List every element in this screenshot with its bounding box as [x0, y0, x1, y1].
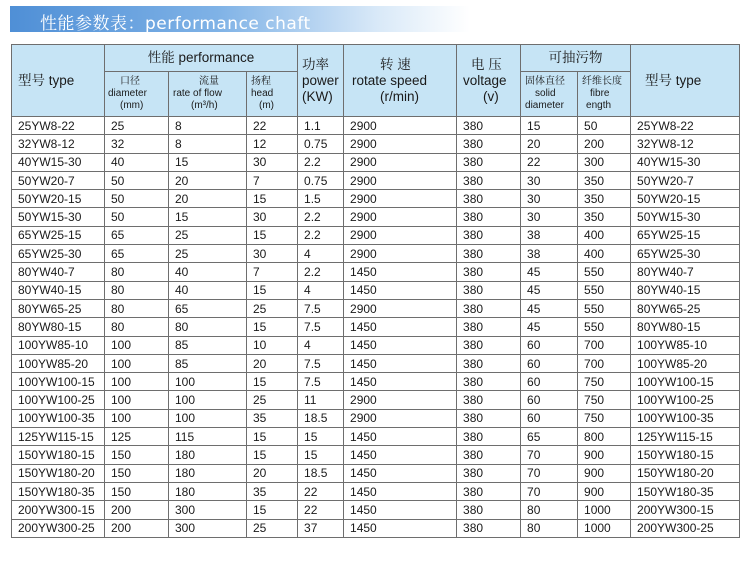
- cell-speed: 2900: [344, 117, 457, 135]
- cell-head: 15: [247, 281, 298, 299]
- cell-speed: 1450: [344, 336, 457, 354]
- cell-power: 2.2: [298, 263, 344, 281]
- cell-head: 30: [247, 208, 298, 226]
- cell-model-right: 80YW65-25: [631, 299, 740, 317]
- cell-solid-diameter: 70: [521, 482, 578, 500]
- cell-solid-diameter: 30: [521, 190, 578, 208]
- table-row: [12, 373, 740, 391]
- cell-solid-diameter: 60: [521, 409, 578, 427]
- cell-model: 80YW40-7: [12, 263, 105, 281]
- cell-fibre-length: 400: [578, 245, 631, 263]
- cell-flow: 15: [169, 208, 247, 226]
- cell-model-right: 100YW100-25: [631, 391, 740, 409]
- cell-power: 22: [298, 482, 344, 500]
- cell-model: 80YW40-15: [12, 281, 105, 299]
- table-row: [12, 464, 740, 482]
- title-banner: [10, 6, 470, 32]
- cell-head: 15: [247, 190, 298, 208]
- cell-voltage: 380: [457, 336, 521, 354]
- cell-voltage: 380: [457, 464, 521, 482]
- cell-fibre-length: 900: [578, 446, 631, 464]
- cell-voltage: 380: [457, 153, 521, 171]
- cell-voltage: 380: [457, 373, 521, 391]
- cell-speed: 2900: [344, 299, 457, 317]
- cell-solid-diameter: 30: [521, 171, 578, 189]
- cell-fibre-length: 700: [578, 336, 631, 354]
- cell-speed: 1450: [344, 263, 457, 281]
- cell-model: 125YW115-15: [12, 428, 105, 446]
- cell-speed: 2900: [344, 226, 457, 244]
- cell-model-right: 50YW20-7: [631, 171, 740, 189]
- cell-fibre-length: 750: [578, 373, 631, 391]
- header-solid-diameter: 固体直径 solid diameter: [521, 72, 578, 117]
- cell-model-right: 200YW300-15: [631, 501, 740, 519]
- cell-power: 2.2: [298, 226, 344, 244]
- cell-flow: 180: [169, 446, 247, 464]
- cell-model: 100YW100-25: [12, 391, 105, 409]
- cell-model-right: 25YW8-22: [631, 117, 740, 135]
- cell-head: 25: [247, 391, 298, 409]
- cell-diameter: 150: [105, 464, 169, 482]
- cell-power: 18.5: [298, 409, 344, 427]
- cell-model: 50YW20-15: [12, 190, 105, 208]
- table-row: [12, 501, 740, 519]
- cell-flow: 100: [169, 373, 247, 391]
- cell-power: 1.1: [298, 117, 344, 135]
- cell-head: 25: [247, 519, 298, 537]
- header-fibre-length: 纤维长度 fibre ength: [578, 72, 631, 117]
- cell-flow: 65: [169, 299, 247, 317]
- cell-solid-diameter: 60: [521, 336, 578, 354]
- cell-solid-diameter: 60: [521, 391, 578, 409]
- cell-voltage: 380: [457, 482, 521, 500]
- cell-head: 22: [247, 117, 298, 135]
- cell-head: 15: [247, 318, 298, 336]
- cell-voltage: 380: [457, 446, 521, 464]
- cell-model: 100YW100-35: [12, 409, 105, 427]
- banner-title: 性能参数表：performance chaft: [40, 14, 311, 34]
- cell-power: 2.2: [298, 153, 344, 171]
- cell-speed: 2900: [344, 208, 457, 226]
- cell-flow: 300: [169, 501, 247, 519]
- cell-power: 7.5: [298, 318, 344, 336]
- cell-speed: 2900: [344, 190, 457, 208]
- cell-speed: 2900: [344, 135, 457, 153]
- cell-speed: 2900: [344, 245, 457, 263]
- cell-flow: 25: [169, 226, 247, 244]
- cell-fibre-length: 1000: [578, 519, 631, 537]
- cell-voltage: 380: [457, 226, 521, 244]
- cell-diameter: 32: [105, 135, 169, 153]
- cell-voltage: 380: [457, 354, 521, 372]
- cell-voltage: 380: [457, 391, 521, 409]
- cell-model: 100YW85-20: [12, 354, 105, 372]
- header-speed: 转 速 rotate speed (r/min): [344, 45, 457, 117]
- cell-diameter: 150: [105, 446, 169, 464]
- table-row: [12, 281, 740, 299]
- cell-power: 37: [298, 519, 344, 537]
- header-pollutant: 可抽污物: [521, 45, 631, 72]
- cell-model: 80YW65-25: [12, 299, 105, 317]
- cell-model-right: 150YW180-20: [631, 464, 740, 482]
- cell-flow: 80: [169, 318, 247, 336]
- table-row: [12, 190, 740, 208]
- cell-head: 15: [247, 446, 298, 464]
- cell-model-right: 100YW100-35: [631, 409, 740, 427]
- cell-model: 65YW25-30: [12, 245, 105, 263]
- cell-model-right: 100YW85-20: [631, 354, 740, 372]
- header-head: 扬程 head (m): [247, 72, 298, 117]
- cell-speed: 1450: [344, 354, 457, 372]
- header-model-left: 型号 type: [12, 45, 105, 117]
- cell-solid-diameter: 38: [521, 226, 578, 244]
- cell-flow: 100: [169, 391, 247, 409]
- cell-power: 2.2: [298, 208, 344, 226]
- cell-solid-diameter: 60: [521, 373, 578, 391]
- cell-model: 200YW300-15: [12, 501, 105, 519]
- cell-head: 7: [247, 263, 298, 281]
- cell-power: 18.5: [298, 464, 344, 482]
- cell-voltage: 380: [457, 281, 521, 299]
- table-row: [12, 117, 740, 135]
- table-row: [12, 208, 740, 226]
- cell-solid-diameter: 45: [521, 318, 578, 336]
- cell-flow: 300: [169, 519, 247, 537]
- header-power: 功率 power (KW): [298, 45, 344, 117]
- cell-diameter: 100: [105, 391, 169, 409]
- cell-speed: 2900: [344, 409, 457, 427]
- table-row: [12, 318, 740, 336]
- cell-model: 40YW15-30: [12, 153, 105, 171]
- cell-diameter: 80: [105, 299, 169, 317]
- cell-solid-diameter: 20: [521, 135, 578, 153]
- cell-model-right: 150YW180-15: [631, 446, 740, 464]
- cell-solid-diameter: 80: [521, 501, 578, 519]
- cell-model-right: 150YW180-35: [631, 482, 740, 500]
- table-row: [12, 482, 740, 500]
- cell-fibre-length: 50: [578, 117, 631, 135]
- header-diameter: 口径 diameter (mm): [105, 72, 169, 117]
- cell-diameter: 50: [105, 208, 169, 226]
- cell-solid-diameter: 45: [521, 299, 578, 317]
- cell-power: 7.5: [298, 299, 344, 317]
- cell-model-right: 100YW100-15: [631, 373, 740, 391]
- cell-fibre-length: 1000: [578, 501, 631, 519]
- cell-model-right: 40YW15-30: [631, 153, 740, 171]
- cell-flow: 115: [169, 428, 247, 446]
- cell-head: 25: [247, 299, 298, 317]
- cell-head: 10: [247, 336, 298, 354]
- cell-flow: 40: [169, 263, 247, 281]
- cell-power: 1.5: [298, 190, 344, 208]
- table-row: [12, 519, 740, 537]
- cell-fibre-length: 800: [578, 428, 631, 446]
- cell-head: 7: [247, 171, 298, 189]
- cell-fibre-length: 550: [578, 299, 631, 317]
- cell-fibre-length: 400: [578, 226, 631, 244]
- cell-voltage: 380: [457, 171, 521, 189]
- cell-voltage: 380: [457, 318, 521, 336]
- cell-fibre-length: 350: [578, 190, 631, 208]
- cell-power: 15: [298, 428, 344, 446]
- cell-solid-diameter: 15: [521, 117, 578, 135]
- header-model-right: 型号 type: [631, 45, 740, 117]
- table-row: [12, 409, 740, 427]
- table-body: [12, 117, 740, 538]
- table-row: [12, 263, 740, 281]
- cell-diameter: 50: [105, 171, 169, 189]
- cell-model: 150YW180-20: [12, 464, 105, 482]
- cell-speed: 1450: [344, 446, 457, 464]
- table-row: [12, 245, 740, 263]
- table-row: [12, 391, 740, 409]
- cell-model: 32YW8-12: [12, 135, 105, 153]
- cell-model-right: 80YW40-15: [631, 281, 740, 299]
- cell-fibre-length: 550: [578, 263, 631, 281]
- cell-model-right: 80YW40-7: [631, 263, 740, 281]
- cell-speed: 2900: [344, 391, 457, 409]
- cell-flow: 20: [169, 171, 247, 189]
- cell-power: 7.5: [298, 354, 344, 372]
- cell-head: 15: [247, 428, 298, 446]
- cell-fibre-length: 550: [578, 318, 631, 336]
- table-row: [12, 171, 740, 189]
- table-row: [12, 446, 740, 464]
- table-row: [12, 336, 740, 354]
- cell-solid-diameter: 38: [521, 245, 578, 263]
- cell-diameter: 25: [105, 117, 169, 135]
- cell-flow: 8: [169, 135, 247, 153]
- cell-model: 150YW180-35: [12, 482, 105, 500]
- cell-power: 7.5: [298, 373, 344, 391]
- cell-voltage: 380: [457, 190, 521, 208]
- cell-speed: 1450: [344, 318, 457, 336]
- cell-flow: 40: [169, 281, 247, 299]
- cell-power: 4: [298, 245, 344, 263]
- cell-speed: 1450: [344, 281, 457, 299]
- cell-head: 20: [247, 354, 298, 372]
- cell-model-right: 50YW15-30: [631, 208, 740, 226]
- cell-diameter: 40: [105, 153, 169, 171]
- cell-voltage: 380: [457, 409, 521, 427]
- cell-diameter: 65: [105, 226, 169, 244]
- cell-power: 4: [298, 336, 344, 354]
- cell-model-right: 50YW20-15: [631, 190, 740, 208]
- cell-head: 35: [247, 409, 298, 427]
- table-row: [12, 135, 740, 153]
- cell-fibre-length: 550: [578, 281, 631, 299]
- cell-fibre-length: 350: [578, 171, 631, 189]
- cell-solid-diameter: 70: [521, 446, 578, 464]
- cell-diameter: 80: [105, 318, 169, 336]
- header-flow: 流量 rate of flow (m³/h): [169, 72, 247, 117]
- cell-head: 35: [247, 482, 298, 500]
- table-row: [12, 354, 740, 372]
- cell-voltage: 380: [457, 135, 521, 153]
- cell-power: 22: [298, 501, 344, 519]
- header-voltage: 电 压 voltage (v): [457, 45, 521, 117]
- cell-head: 30: [247, 153, 298, 171]
- cell-model-right: 65YW25-15: [631, 226, 740, 244]
- cell-solid-diameter: 60: [521, 354, 578, 372]
- cell-model: 65YW25-15: [12, 226, 105, 244]
- cell-speed: 1450: [344, 464, 457, 482]
- cell-solid-diameter: 45: [521, 263, 578, 281]
- cell-solid-diameter: 45: [521, 281, 578, 299]
- cell-flow: 15: [169, 153, 247, 171]
- cell-flow: 180: [169, 464, 247, 482]
- cell-diameter: 200: [105, 519, 169, 537]
- cell-flow: 85: [169, 354, 247, 372]
- cell-power: 0.75: [298, 135, 344, 153]
- cell-diameter: 50: [105, 190, 169, 208]
- cell-voltage: 380: [457, 428, 521, 446]
- cell-solid-diameter: 30: [521, 208, 578, 226]
- cell-diameter: 80: [105, 281, 169, 299]
- cell-head: 20: [247, 464, 298, 482]
- cell-diameter: 200: [105, 501, 169, 519]
- cell-diameter: 65: [105, 245, 169, 263]
- cell-speed: 1450: [344, 428, 457, 446]
- cell-fibre-length: 350: [578, 208, 631, 226]
- cell-diameter: 100: [105, 336, 169, 354]
- cell-fibre-length: 900: [578, 464, 631, 482]
- cell-model: 200YW300-25: [12, 519, 105, 537]
- cell-head: 12: [247, 135, 298, 153]
- cell-model-right: 80YW80-15: [631, 318, 740, 336]
- cell-speed: 1450: [344, 482, 457, 500]
- cell-speed: 1450: [344, 501, 457, 519]
- table-row: [12, 428, 740, 446]
- cell-model-right: 200YW300-25: [631, 519, 740, 537]
- cell-model: 100YW85-10: [12, 336, 105, 354]
- table-row: [12, 226, 740, 244]
- cell-head: 15: [247, 373, 298, 391]
- cell-model-right: 100YW85-10: [631, 336, 740, 354]
- cell-model: 150YW180-15: [12, 446, 105, 464]
- cell-solid-diameter: 70: [521, 464, 578, 482]
- table-row: [12, 299, 740, 317]
- cell-flow: 100: [169, 409, 247, 427]
- cell-voltage: 380: [457, 299, 521, 317]
- cell-speed: 1450: [344, 373, 457, 391]
- cell-flow: 8: [169, 117, 247, 135]
- cell-diameter: 80: [105, 263, 169, 281]
- cell-fibre-length: 300: [578, 153, 631, 171]
- cell-power: 0.75: [298, 171, 344, 189]
- cell-diameter: 100: [105, 373, 169, 391]
- cell-flow: 180: [169, 482, 247, 500]
- cell-voltage: 380: [457, 117, 521, 135]
- cell-speed: 2900: [344, 153, 457, 171]
- cell-voltage: 380: [457, 501, 521, 519]
- cell-model: 80YW80-15: [12, 318, 105, 336]
- cell-model-right: 32YW8-12: [631, 135, 740, 153]
- cell-diameter: 150: [105, 482, 169, 500]
- cell-voltage: 380: [457, 245, 521, 263]
- cell-fibre-length: 700: [578, 354, 631, 372]
- cell-head: 30: [247, 245, 298, 263]
- cell-model: 50YW15-30: [12, 208, 105, 226]
- cell-flow: 20: [169, 190, 247, 208]
- cell-speed: 2900: [344, 171, 457, 189]
- cell-voltage: 380: [457, 519, 521, 537]
- cell-model-right: 65YW25-30: [631, 245, 740, 263]
- cell-flow: 85: [169, 336, 247, 354]
- cell-fibre-length: 900: [578, 482, 631, 500]
- cell-power: 15: [298, 446, 344, 464]
- performance-table: [11, 44, 740, 538]
- cell-flow: 25: [169, 245, 247, 263]
- cell-power: 11: [298, 391, 344, 409]
- cell-fibre-length: 200: [578, 135, 631, 153]
- cell-diameter: 100: [105, 354, 169, 372]
- cell-solid-diameter: 22: [521, 153, 578, 171]
- cell-model: 25YW8-22: [12, 117, 105, 135]
- cell-voltage: 380: [457, 208, 521, 226]
- cell-head: 15: [247, 226, 298, 244]
- cell-diameter: 125: [105, 428, 169, 446]
- table-row: [12, 153, 740, 171]
- cell-power: 4: [298, 281, 344, 299]
- cell-fibre-length: 750: [578, 391, 631, 409]
- cell-solid-diameter: 65: [521, 428, 578, 446]
- cell-diameter: 100: [105, 409, 169, 427]
- cell-solid-diameter: 80: [521, 519, 578, 537]
- cell-speed: 1450: [344, 519, 457, 537]
- cell-model-right: 125YW115-15: [631, 428, 740, 446]
- cell-model: 50YW20-7: [12, 171, 105, 189]
- cell-head: 15: [247, 501, 298, 519]
- cell-voltage: 380: [457, 263, 521, 281]
- cell-fibre-length: 750: [578, 409, 631, 427]
- cell-model: 100YW100-15: [12, 373, 105, 391]
- header-performance: 性能 performance: [105, 45, 298, 72]
